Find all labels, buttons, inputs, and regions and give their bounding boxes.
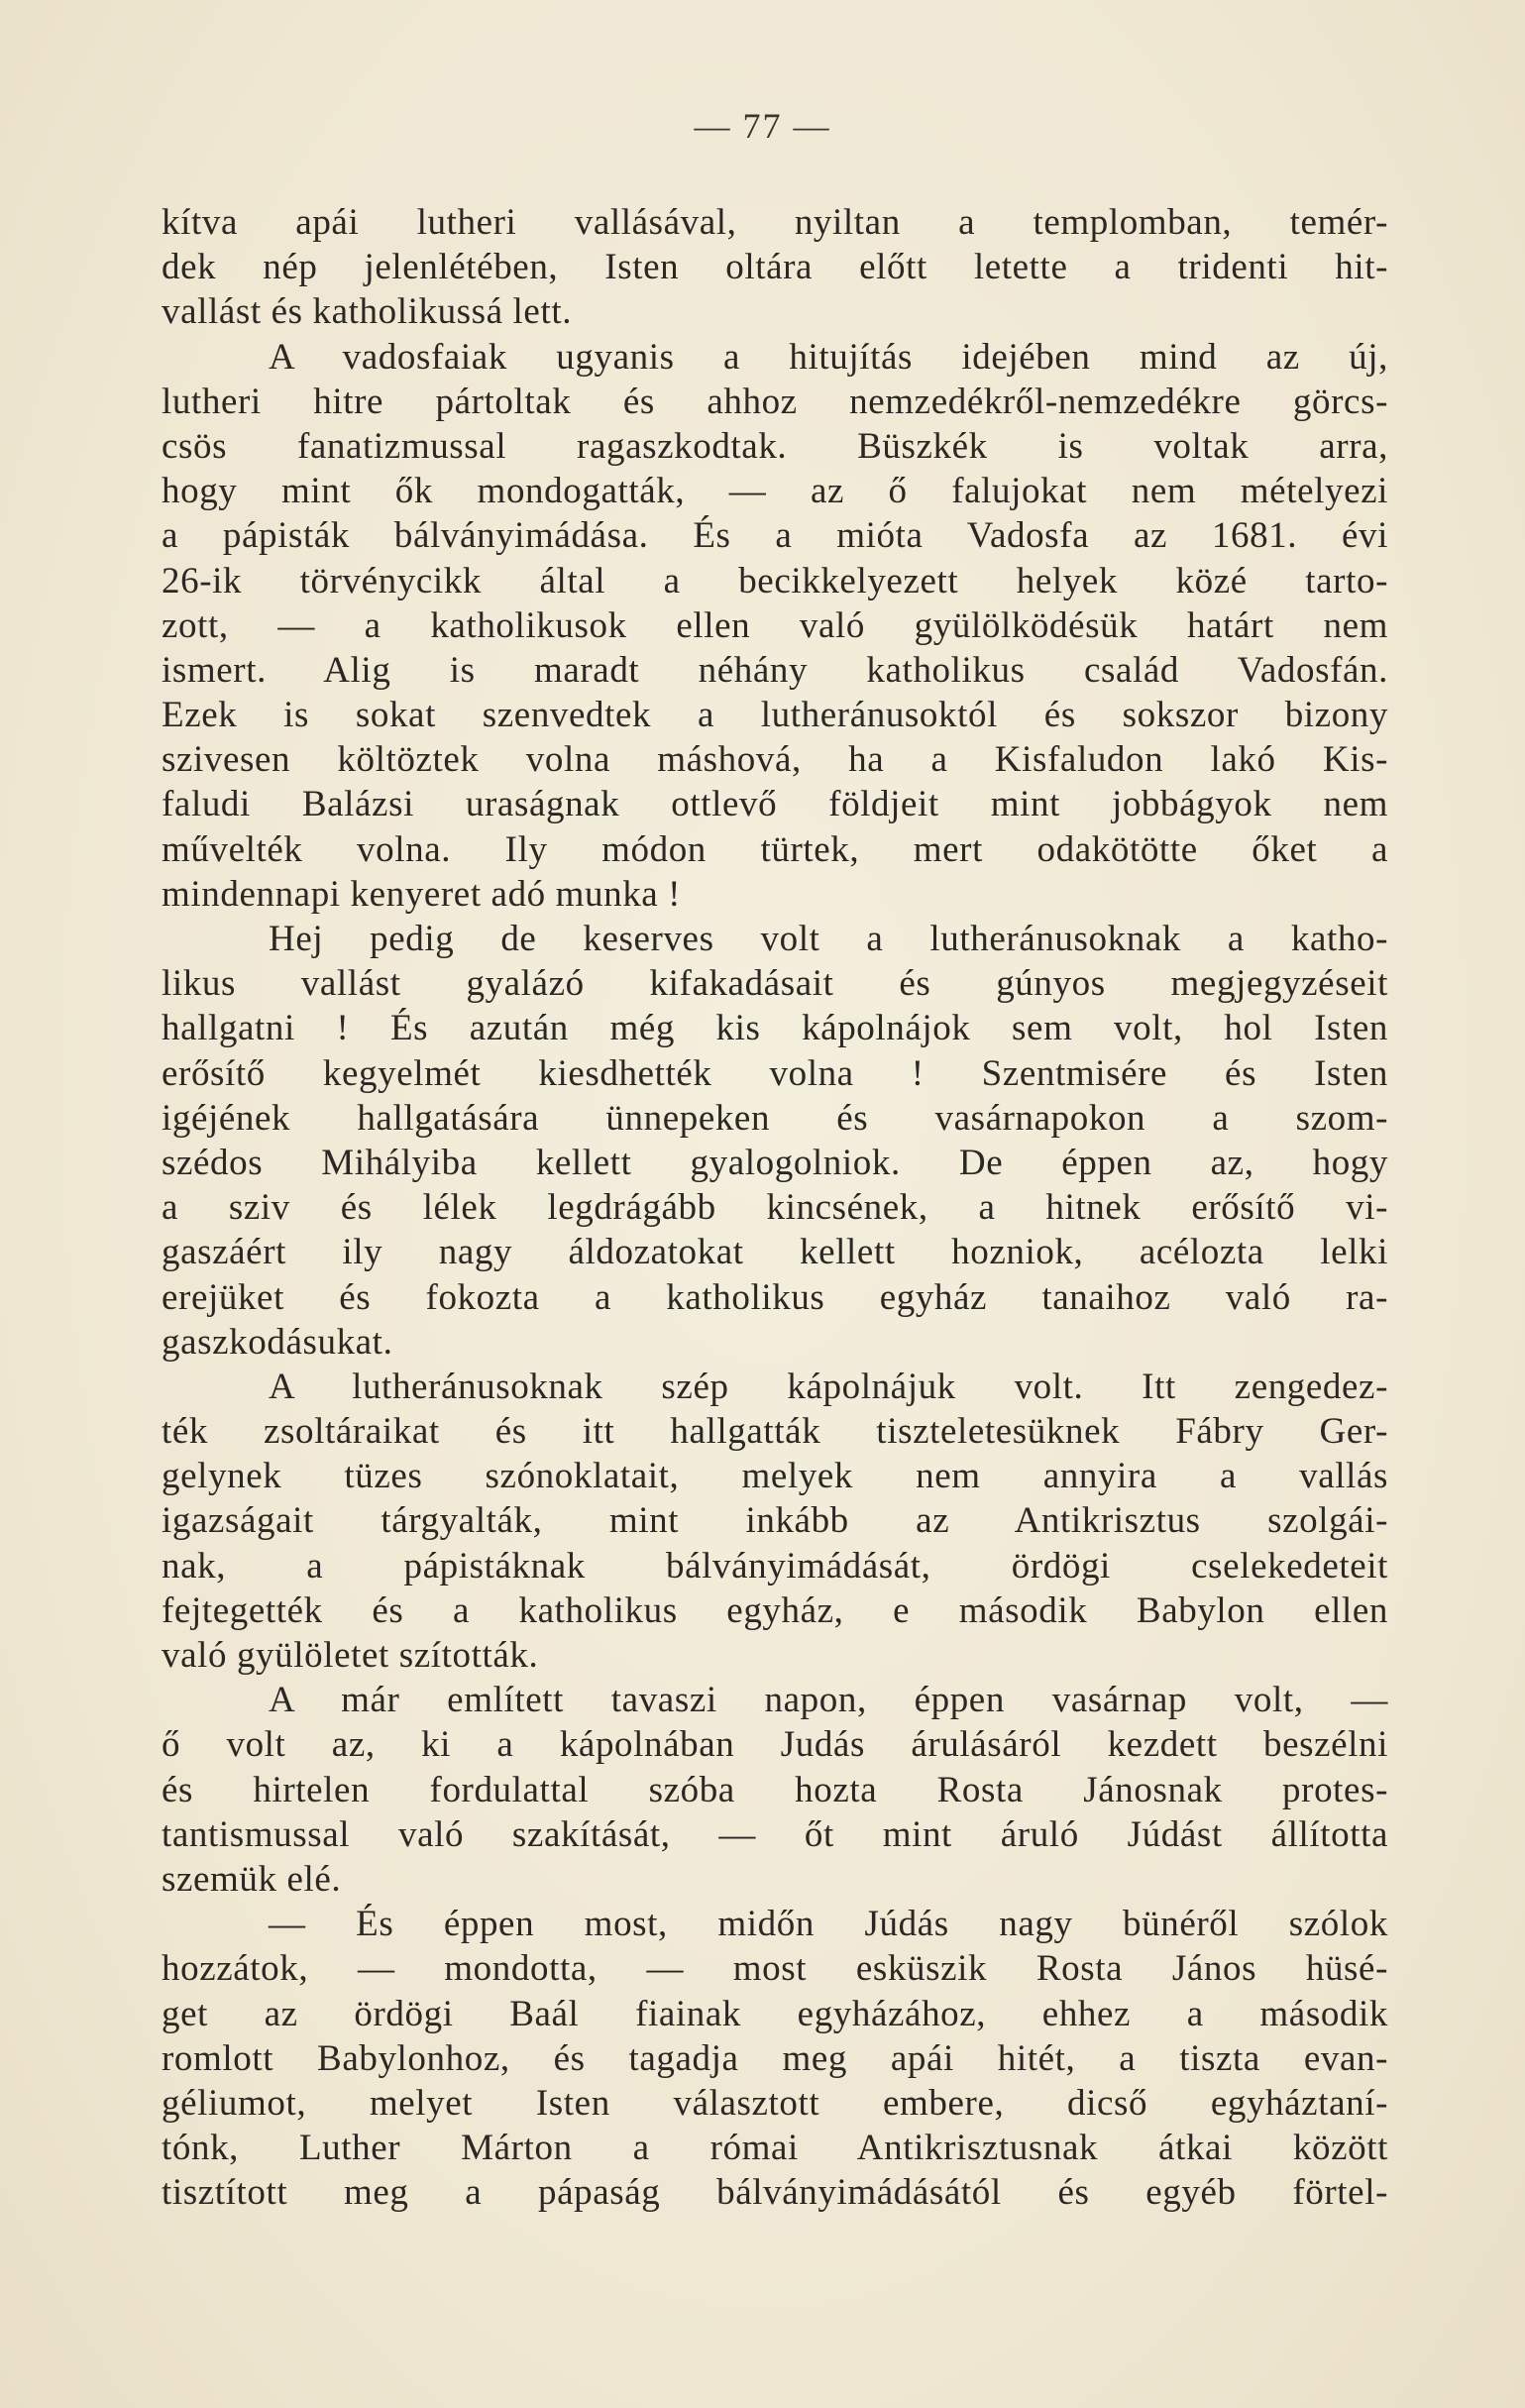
text-line: lutheri hitre pártoltak és ahhoz nemzedékről-nemzedékre görcs-	[162, 381, 1388, 422]
text-line: fejtegették és a katholikus egyház, e második Babylon ellen	[162, 1589, 1388, 1631]
text-line: mindennapi kenyeret adó munka !	[162, 873, 682, 915]
text-line: géliumot, melyet Isten választott embere, dicső egyháztaní-	[162, 2082, 1388, 2124]
text-line: tisztított meg a pápaság bálványimádásától és egyéb förtel-	[162, 2172, 1388, 2214]
text-line: A vadosfaiak ugyanis a hitujítás idejében mind az új,	[269, 336, 1388, 378]
text-line: ő volt az, ki a kápolnában Judás árulásáról kezdett beszélni	[162, 1724, 1388, 1766]
text-line: romlott Babylonhoz, és tagadja meg apái hitét, a tiszta evan-	[162, 2037, 1388, 2079]
text-line: dek nép jelenlétében, Isten oltára előtt letette a tridenti hit-	[162, 247, 1388, 288]
text-line: a pápisták bálványimádása. És a mióta Vadosfa az 1681. évi	[162, 515, 1388, 557]
text-line: és hirtelen fordulattal szóba hozta Rosta Jánosnak protes-	[162, 1769, 1388, 1810]
text-line: Hej pedig de keserves volt a lutheránusoknak a katho-	[269, 919, 1388, 959]
text-line: ismert. Alig is maradt néhány katholikus család Vadosfán.	[162, 649, 1388, 691]
text-line: csös fanatizmussal ragaszkodtak. Büszkék is voltak arra,	[162, 425, 1388, 467]
text-line: tantismussal való szakítását, — őt mint áruló Júdást állította	[162, 1813, 1388, 1855]
text-line: szemük elé.	[162, 1858, 342, 1900]
text-line: vallást és katholikussá lett.	[162, 291, 573, 333]
text-line: get az ördögi Baál fiainak egyházához, ehhez a második	[162, 1993, 1388, 2034]
text-line: igéjének hallgatására ünnepeken és vasárnapokon a szom-	[162, 1097, 1388, 1139]
text-line: Ezek is sokat szenvedtek a lutheránusoktól és sokszor bizony	[162, 695, 1388, 736]
text-line: gelynek tüzes szónoklatait, melyek nem annyira a vallás	[162, 1456, 1388, 1497]
text-line: faludi Balázsi uraságnak ottlevő földjeit mint jobbágyok nem	[162, 784, 1388, 825]
text-line: való gyülöletet szították.	[162, 1635, 539, 1676]
text-line: zott, — a katholikusok ellen való gyülölködésük határt nem	[162, 604, 1388, 646]
body-text	[162, 200, 1388, 2215]
text-line: igazságait tárgyalták, mint inkább az Antikrisztus szolgái-	[162, 1500, 1388, 1542]
text-line: ték zsoltáraikat és itt hallgatták tiszteletesüknek Fábry Ger-	[162, 1411, 1388, 1453]
text-line: a sziv és lélek legdrágább kincsének, a hitnek erősítő vi-	[162, 1187, 1388, 1229]
text-line: likus vallást gyalázó kifakadásait és gúnyos megjegyzéseit	[162, 963, 1388, 1005]
text-line: nak, a pápistáknak bálványimádását, ördögi cselekedeteit	[162, 1545, 1388, 1587]
text-line: hozzátok, — mondotta, — most esküszik Rosta János hüsé-	[162, 1948, 1388, 1990]
text-line: tónk, Luther Márton a római Antikrisztusnak átkai között	[162, 2128, 1388, 2169]
text-line: művelték volna. Ily módon türtek, mert odakötötte őket a	[162, 828, 1388, 870]
text-line: — És éppen most, midőn Júdás nagy bünéről szólok	[269, 1904, 1388, 1945]
text-line: szédos Mihályiba kellett gyalogolniok. De éppen az, hogy	[162, 1142, 1388, 1183]
text-line: szivesen költöztek volna máshová, ha a Kisfaludon lakó Kis-	[162, 739, 1388, 781]
text-line: erősítő kegyelmét kiesdhették volna ! Szentmisére és Isten	[162, 1052, 1388, 1094]
text-line: gaszáért ily nagy áldozatokat kellett hozniok, acélozta lelki	[162, 1232, 1388, 1273]
text-line: A lutheránusoknak szép kápolnájuk volt. Itt zengedez-	[269, 1366, 1388, 1407]
text-line: kítva apái lutheri vallásával, nyiltan a templomban, temér-	[162, 202, 1388, 243]
text-line: hallgatni ! És azután még kis kápolnájok sem volt, hol Isten	[162, 1008, 1388, 1049]
text-line: 26-ik törvénycikk által a becikkelyezett helyek közé tarto-	[162, 560, 1388, 602]
text-line: gaszkodásukat.	[162, 1321, 393, 1363]
page-number: — 77 —	[694, 106, 831, 146]
text-line: erejüket és fokozta a katholikus egyház tanaihoz való ra-	[162, 1276, 1388, 1318]
text-line: hogy mint ők mondogatták, — az ő falujokat nem mételyezi	[162, 471, 1388, 512]
text-line: A már említett tavaszi napon, éppen vasárnap volt, —	[269, 1680, 1388, 1721]
